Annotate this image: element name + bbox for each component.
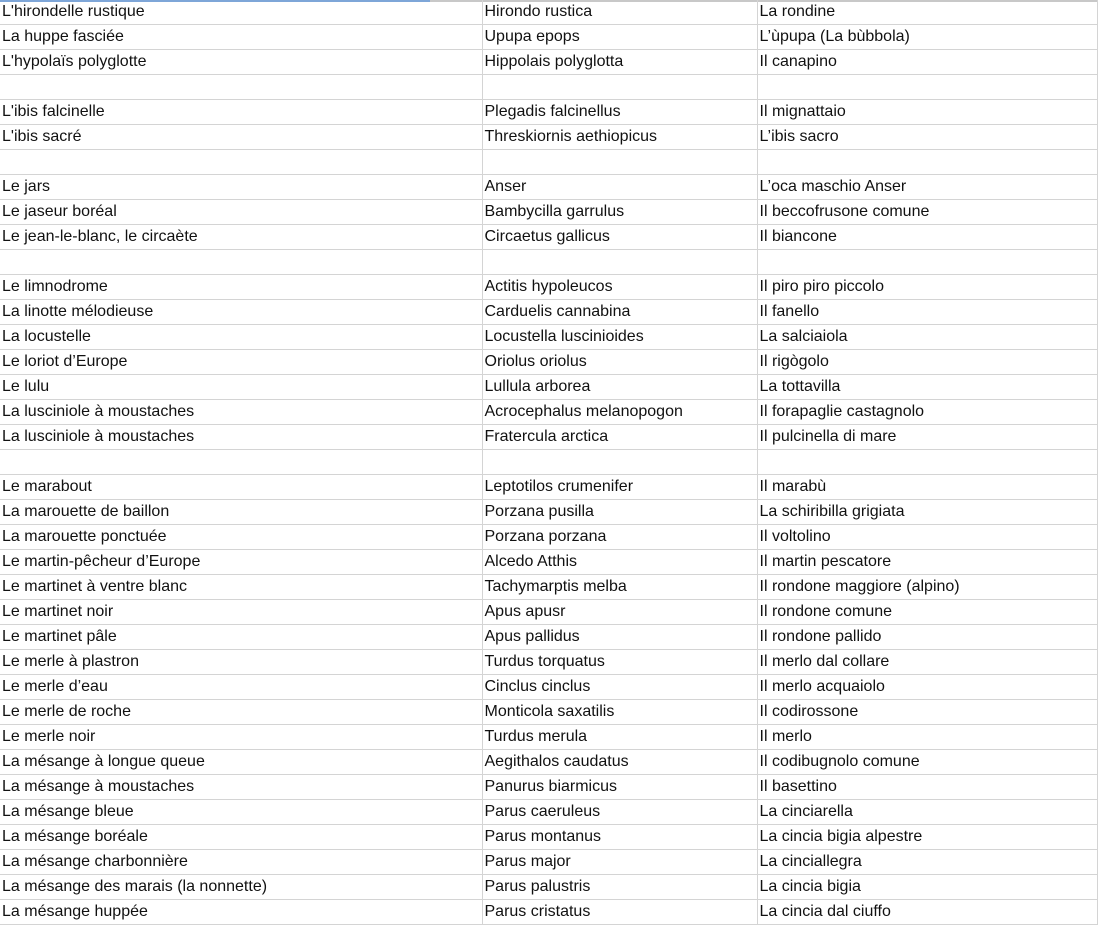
italian-name-cell[interactable]: La salciaiola [757,325,1097,350]
italian-name-cell[interactable]: L’ùpupa (La bùbbola) [757,25,1097,50]
table-row [0,100,1098,125]
table-row [0,875,1098,900]
table-row [0,425,1098,450]
latin-name-cell[interactable]: Carduelis cannabina [482,300,757,325]
latin-name-cell[interactable]: Leptotilos crumenifer [482,475,757,500]
french-name-cell[interactable]: Le jean-le-blanc, le circaète [0,225,482,250]
latin-name-cell[interactable]: Anser [482,175,757,200]
table-row [0,150,1098,175]
latin-name-cell[interactable]: Hippolais polyglotta [482,50,757,75]
french-name-cell[interactable]: Le martinet à ventre blanc [0,575,482,600]
french-name-cell[interactable]: Le merle d’eau [0,675,482,700]
latin-name-cell[interactable]: Acrocephalus melanopogon [482,400,757,425]
table-row [0,825,1098,850]
french-name-cell[interactable]: L'hypolaïs polyglotte [0,50,482,75]
latin-name-cell[interactable] [482,150,757,175]
french-name-cell[interactable]: Le lulu [0,375,482,400]
italian-name-cell[interactable]: Il forapaglie castagnolo [757,400,1097,425]
latin-name-cell[interactable]: Plegadis falcinellus [482,100,757,125]
latin-name-cell[interactable]: Parus palustris [482,875,757,900]
french-name-cell[interactable]: Le jars [0,175,482,200]
french-name-cell[interactable] [0,75,482,100]
table-row [0,200,1098,225]
french-name-cell[interactable]: La mésange boréale [0,825,482,850]
italian-name-cell[interactable]: La cincia bigia alpestre [757,825,1097,850]
french-name-cell[interactable]: La mésange bleue [0,800,482,825]
french-name-cell[interactable] [0,150,482,175]
table-row [0,375,1098,400]
italian-name-cell[interactable] [757,75,1097,100]
italian-name-cell[interactable]: La cincia bigia [757,875,1097,900]
table-row [0,475,1098,500]
latin-name-cell[interactable]: Tachymarptis melba [482,575,757,600]
italian-name-cell[interactable]: Il merlo dal collare [757,650,1097,675]
french-name-cell[interactable]: La lusciniole à moustaches [0,400,482,425]
table-row [0,850,1098,875]
italian-name-cell[interactable]: L’ibis sacro [757,125,1097,150]
french-name-cell[interactable]: La mésange huppée [0,900,482,925]
latin-name-cell[interactable]: Upupa epops [482,25,757,50]
french-name-cell[interactable]: Le merle à plastron [0,650,482,675]
latin-name-cell[interactable]: Parus montanus [482,825,757,850]
italian-name-cell[interactable]: Il basettino [757,775,1097,800]
table-row [0,225,1098,250]
italian-name-cell[interactable]: La cincia dal ciuffo [757,900,1097,925]
italian-name-cell[interactable] [757,150,1097,175]
italian-name-cell[interactable]: Il canapino [757,50,1097,75]
french-name-cell[interactable]: La marouette ponctuée [0,525,482,550]
italian-name-cell[interactable]: Il beccofrusone comune [757,200,1097,225]
table-row [0,500,1098,525]
latin-name-cell[interactable]: Porzana porzana [482,525,757,550]
latin-name-cell[interactable]: Monticola saxatilis [482,700,757,725]
italian-name-cell[interactable]: La rondine [757,0,1097,25]
italian-name-cell[interactable]: Il fanello [757,300,1097,325]
italian-name-cell[interactable]: Il martin pescatore [757,550,1097,575]
italian-name-cell[interactable]: La cinciallegra [757,850,1097,875]
italian-name-cell[interactable]: L’oca maschio Anser [757,175,1097,200]
latin-name-cell[interactable]: Panurus biarmicus [482,775,757,800]
french-name-cell[interactable]: La mésange charbonnière [0,850,482,875]
latin-name-cell[interactable]: Apus apusr [482,600,757,625]
latin-name-cell[interactable]: Bambycilla garrulus [482,200,757,225]
table-row [0,675,1098,700]
table-row [0,275,1098,300]
table-row [0,250,1098,275]
latin-name-cell[interactable]: Parus caeruleus [482,800,757,825]
table-row [0,75,1098,100]
italian-name-cell[interactable]: Il marabù [757,475,1097,500]
french-name-cell[interactable]: La marouette de baillon [0,500,482,525]
table-row [0,400,1098,425]
latin-name-cell[interactable] [482,250,757,275]
table-row [0,750,1098,775]
table-row [0,0,1098,25]
table-row [0,175,1098,200]
french-name-cell[interactable]: La mésange des marais (la nonnette) [0,875,482,900]
latin-name-cell[interactable]: Circaetus gallicus [482,225,757,250]
latin-name-cell[interactable]: Turdus torquatus [482,650,757,675]
table-row [0,775,1098,800]
latin-name-cell[interactable]: Alcedo Atthis [482,550,757,575]
french-name-cell[interactable]: La lusciniole à moustaches [0,425,482,450]
french-name-cell[interactable]: L'ibis falcinelle [0,100,482,125]
table-row [0,325,1098,350]
latin-name-cell[interactable] [482,450,757,475]
table-row [0,725,1098,750]
italian-name-cell[interactable]: Il codibugnolo comune [757,750,1097,775]
latin-name-cell[interactable]: Actitis hypoleucos [482,275,757,300]
italian-name-cell[interactable]: La schiribilla grigiata [757,500,1097,525]
latin-name-cell[interactable]: Parus cristatus [482,900,757,925]
table-row [0,600,1098,625]
table-row [0,25,1098,50]
latin-name-cell[interactable] [482,75,757,100]
table-row [0,900,1098,925]
table-row [0,575,1098,600]
italian-name-cell[interactable]: Il biancone [757,225,1097,250]
french-name-cell[interactable]: Le loriot d’Europe [0,350,482,375]
french-name-cell[interactable]: La huppe fasciée [0,25,482,50]
french-name-cell[interactable]: Le martinet pâle [0,625,482,650]
latin-name-cell[interactable]: Turdus merula [482,725,757,750]
table-row [0,50,1098,75]
french-name-cell[interactable]: Le merle noir [0,725,482,750]
french-name-cell[interactable]: L'hirondelle rustique [0,0,482,25]
italian-name-cell[interactable]: Il rondone comune [757,600,1097,625]
table-row [0,800,1098,825]
french-name-cell[interactable]: La mésange à moustaches [0,775,482,800]
italian-name-cell[interactable]: Il merlo [757,725,1097,750]
table-row [0,525,1098,550]
italian-name-cell[interactable] [757,450,1097,475]
italian-name-cell[interactable]: Il rondone maggiore (alpino) [757,575,1097,600]
latin-name-cell[interactable]: Cinclus cinclus [482,675,757,700]
latin-name-cell[interactable]: Oriolus oriolus [482,350,757,375]
italian-name-cell[interactable]: La cinciarella [757,800,1097,825]
latin-name-cell[interactable]: Lullula arborea [482,375,757,400]
french-name-cell[interactable]: Le merle de roche [0,700,482,725]
latin-name-cell[interactable]: Threskiornis aethiopicus [482,125,757,150]
table-row [0,350,1098,375]
french-name-cell[interactable]: Le marabout [0,475,482,500]
italian-name-cell[interactable]: Il mignattaio [757,100,1097,125]
french-name-cell[interactable] [0,250,482,275]
table-row [0,625,1098,650]
table-row [0,125,1098,150]
french-name-cell[interactable]: Le limnodrome [0,275,482,300]
italian-name-cell[interactable]: Il rondone pallido [757,625,1097,650]
table-row [0,450,1098,475]
italian-name-cell[interactable]: Il codirossone [757,700,1097,725]
french-name-cell[interactable]: Le martin-pêcheur d’Europe [0,550,482,575]
table-row [0,700,1098,725]
italian-name-cell[interactable]: La tottavilla [757,375,1097,400]
french-name-cell[interactable]: Le martinet noir [0,600,482,625]
latin-name-cell[interactable]: Parus major [482,850,757,875]
french-name-cell[interactable]: Le jaseur boréal [0,200,482,225]
french-name-cell[interactable] [0,450,482,475]
table-row [0,300,1098,325]
italian-name-cell[interactable]: Il merlo acquaiolo [757,675,1097,700]
table-row [0,550,1098,575]
french-name-cell[interactable]: La locustelle [0,325,482,350]
latin-name-cell[interactable]: Apus pallidus [482,625,757,650]
latin-name-cell[interactable]: Fratercula arctica [482,425,757,450]
latin-name-cell[interactable]: Hirondo rustica [482,0,757,25]
italian-name-cell[interactable]: Il piro piro piccolo [757,275,1097,300]
french-name-cell[interactable]: La linotte mélodieuse [0,300,482,325]
italian-name-cell[interactable]: Il pulcinella di mare [757,425,1097,450]
french-name-cell[interactable]: L'ibis sacré [0,125,482,150]
italian-name-cell[interactable] [757,250,1097,275]
latin-name-cell[interactable]: Locustella luscinioides [482,325,757,350]
italian-name-cell[interactable]: Il rigògolo [757,350,1097,375]
french-name-cell[interactable]: La mésange à longue queue [0,750,482,775]
table-row [0,650,1098,675]
latin-name-cell[interactable]: Aegithalos caudatus [482,750,757,775]
italian-name-cell[interactable]: Il voltolino [757,525,1097,550]
latin-name-cell[interactable]: Porzana pusilla [482,500,757,525]
